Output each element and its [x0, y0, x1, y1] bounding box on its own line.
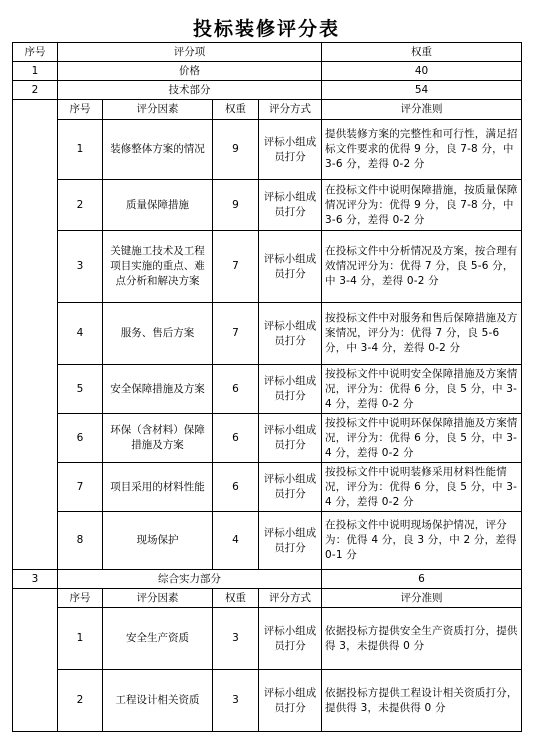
table-row [13, 62, 522, 81]
row-item: 技术部分 [58, 81, 322, 100]
row-weight: 3 [213, 608, 259, 670]
row-weight: 4 [213, 512, 259, 570]
row-factor: 项目采用的材料性能 [103, 463, 213, 512]
table-row [13, 180, 522, 231]
row-no: 2 [58, 180, 103, 231]
row-criteria: 在投标文件中说明现场保护情况，评分为：优得 4 分，良 3 分，中 2 分，差得 0-1 分 [322, 512, 522, 570]
row-no: 1 [58, 608, 103, 670]
row-weight: 6 [213, 463, 259, 512]
row-no: 6 [58, 414, 103, 463]
table-row [13, 608, 522, 670]
row-method: 评标小组成员打分 [259, 414, 322, 463]
blank-cell [13, 589, 58, 732]
sub-header-no: 序号 [58, 100, 103, 120]
table-row [13, 231, 522, 303]
sub-header-weight: 权重 [213, 100, 259, 120]
row-no: 1 [13, 62, 58, 81]
row-weight: 9 [213, 120, 259, 180]
row-method: 评标小组成员打分 [259, 365, 322, 414]
row-factor: 安全保障措施及方案 [103, 365, 213, 414]
table-row [13, 570, 522, 589]
sub-header-method: 评分方式 [259, 589, 322, 608]
row-criteria: 按投标文件中说明安全保障措施及方案情况，评分为：优得 6 分，良 5 分，中 3-4 分，差得 0-2 分 [322, 365, 522, 414]
row-weight: 6 [213, 414, 259, 463]
row-no: 3 [58, 231, 103, 303]
row-item: 价格 [58, 62, 322, 81]
sub-header-row [13, 589, 522, 608]
table-row [13, 670, 522, 732]
row-criteria: 依据投标方提供工程设计相关资质打分，提供得 3，未提供得 0 分 [322, 670, 522, 732]
blank-cell [13, 100, 58, 570]
row-criteria: 按投标文件中说明环保保障措施及方案情况，评分为：优得 6 分，良 5 分，中 3-4 分，差得 0-2 分 [322, 414, 522, 463]
row-no: 2 [58, 670, 103, 732]
table-row [13, 463, 522, 512]
row-factor: 装修整体方案的情况 [103, 120, 213, 180]
table-row [13, 81, 522, 100]
scoring-table [12, 42, 522, 732]
row-no: 5 [58, 365, 103, 414]
header-item: 评分项 [58, 43, 322, 62]
row-method: 评标小组成员打分 [259, 231, 322, 303]
sub-header-criteria: 评分准则 [322, 589, 522, 608]
row-criteria: 按投标文件中对服务和售后保障措施及方案情况，评分为：优得 7 分，良 5-6 分，中 3-4 分，差得 0-2 分 [322, 303, 522, 365]
row-weight: 40 [322, 62, 522, 81]
row-item: 综合实力部分 [58, 570, 322, 589]
row-criteria: 按投标文件中说明装修采用材料性能情况，评分为：优得 6 分，良 5 分，中 3-4 分，差得 0-2 分 [322, 463, 522, 512]
row-weight: 3 [213, 670, 259, 732]
row-weight: 7 [213, 303, 259, 365]
row-weight: 7 [213, 231, 259, 303]
row-no: 3 [13, 570, 58, 589]
header-row [13, 43, 522, 62]
row-factor: 安全生产资质 [103, 608, 213, 670]
sub-header-no: 序号 [58, 589, 103, 608]
sub-header-factor: 评分因素 [103, 589, 213, 608]
row-weight: 54 [322, 81, 522, 100]
row-criteria: 提供装修方案的完整性和可行性，满足招标文件要求的优得 9 分，良 7-8 分，中 3-6 分，差得 0-2 分 [322, 120, 522, 180]
row-criteria: 在投标文件中说明保障措施，按质量保障情况评分为：优得 9 分，良 7-8 分，中 3-6 分，差得 0-2 分 [322, 180, 522, 231]
header-no: 序号 [13, 43, 58, 62]
table-row [13, 303, 522, 365]
sub-header-method: 评分方式 [259, 100, 322, 120]
row-factor: 现场保护 [103, 512, 213, 570]
row-factor: 关键施工技术及工程项目实施的重点、难点分析和解决方案 [103, 231, 213, 303]
sub-header-criteria: 评分准则 [322, 100, 522, 120]
sub-header-weight: 权重 [213, 589, 259, 608]
row-no: 4 [58, 303, 103, 365]
row-method: 评标小组成员打分 [259, 512, 322, 570]
row-factor: 环保（含材料）保障措施及方案 [103, 414, 213, 463]
row-no: 2 [13, 81, 58, 100]
table-row [13, 365, 522, 414]
sub-header-factor: 评分因素 [103, 100, 213, 120]
row-no: 8 [58, 512, 103, 570]
row-no: 1 [58, 120, 103, 180]
row-criteria: 在投标文件中分析情况及方案，按合理有效情况评分为：优得 7 分，良 5-6 分，中 3-4 分，差得 0-2 分 [322, 231, 522, 303]
row-criteria: 依据投标方提供安全生产资质打分，提供得 3，未提供得 0 分 [322, 608, 522, 670]
row-weight: 6 [213, 365, 259, 414]
table-row [13, 414, 522, 463]
row-method: 评标小组成员打分 [259, 303, 322, 365]
row-method: 评标小组成员打分 [259, 180, 322, 231]
header-weight: 权重 [322, 43, 522, 62]
row-weight: 9 [213, 180, 259, 231]
row-factor: 服务、售后方案 [103, 303, 213, 365]
sub-header-row [13, 100, 522, 120]
page-title: 投标装修评分表 [192, 18, 340, 40]
row-weight: 6 [322, 570, 522, 589]
table-row [13, 512, 522, 570]
row-factor: 工程设计相关资质 [103, 670, 213, 732]
row-method: 评标小组成员打分 [259, 670, 322, 732]
table-row [13, 120, 522, 180]
row-method: 评标小组成员打分 [259, 608, 322, 670]
row-method: 评标小组成员打分 [259, 120, 322, 180]
row-method: 评标小组成员打分 [259, 463, 322, 512]
row-factor: 质量保障措施 [103, 180, 213, 231]
row-no: 7 [58, 463, 103, 512]
